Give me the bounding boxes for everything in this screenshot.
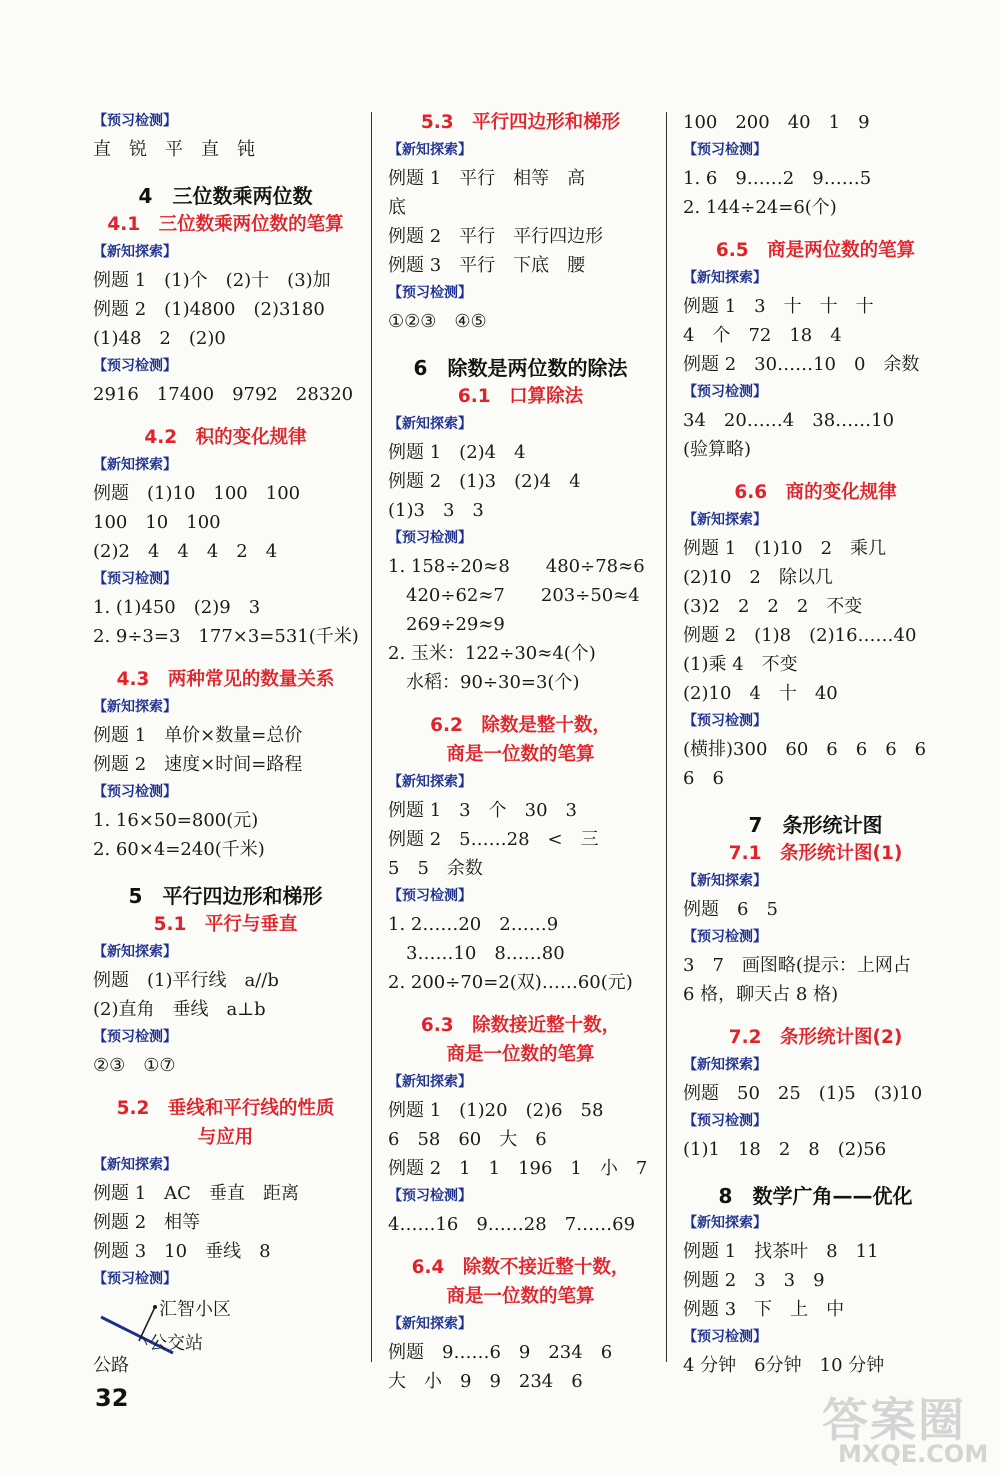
answer-line: 2. 玉米：122÷30≈4(个): [388, 643, 596, 664]
answer-line: 1. 158÷20≈8 480÷78≈6: [388, 556, 645, 577]
answer-line: (2)10 4 十 40: [683, 683, 838, 704]
answer-line: 4……16 9……28 7……69: [388, 1214, 636, 1235]
subsection-heading: 5.3 平行四边形和梯形: [420, 112, 621, 133]
explore-label: 【新知探索】: [388, 1074, 472, 1090]
explore-label: 【新知探索】: [683, 1057, 767, 1073]
answer-line: 4 个 72 18 4: [683, 325, 842, 346]
column-2: [388, 108, 653, 1396]
subsection-heading: 4.1 三位数乘两位数的笔算: [107, 214, 344, 235]
answer-line: 例题 1 3 个 30 3: [388, 800, 577, 821]
answer-line: (2)10 2 除以几: [683, 567, 833, 588]
answer-line: 例题 (1)平行线 a//b: [93, 970, 279, 991]
subsection-heading: 5.2 垂线和平行线的性质: [116, 1098, 335, 1119]
answer-line: 例题 1 (1)20 (2)6 58: [388, 1100, 604, 1121]
section-heading: 4 三位数乘两位数: [138, 184, 313, 208]
subsection-heading: 商是一位数的笔算: [446, 1044, 595, 1065]
answer-line: (1)乘 4 不变: [683, 654, 798, 675]
explore-label: 【新知探索】: [388, 416, 472, 432]
answer-line: 例题 2 相等: [93, 1212, 201, 1233]
preview-label: 【预习检测】: [388, 888, 472, 904]
answer-line: 例题 2 (1)8 (2)16……40: [683, 625, 917, 646]
answer-line: 例题 1 平行 相等 高: [388, 168, 586, 189]
subsection-heading: 7.1 条形统计图(1): [728, 843, 903, 864]
answer-line: 1. 2……20 2……9: [388, 914, 559, 935]
preview-label: 【预习检测】: [388, 1188, 472, 1204]
answer-line: 2916 17400 9792 28320: [93, 384, 354, 405]
answer-line: 2. 200÷70=2(双)……60(元): [388, 972, 633, 993]
answer-line: 4 分钟 6分钟 10 分钟: [683, 1355, 885, 1376]
answer-line: 420÷62≈7 203÷50≈4: [388, 585, 640, 606]
answer-line: (2)2 4 4 4 2 4: [93, 541, 278, 562]
diagram-label-bus-stop: 公交站: [149, 1333, 203, 1354]
diagram-label-road: 公路: [93, 1355, 129, 1376]
answer-line: 1. 6 9……2 9……5: [683, 168, 872, 189]
explore-label: 【新知探索】: [683, 270, 767, 286]
answer-line: 6 格，聊天占 8 格): [683, 984, 839, 1005]
answer-line: 底: [388, 197, 406, 218]
subsection-heading: 6.4 除数不接近整十数，: [411, 1257, 630, 1278]
answer-line: 例题 50 25 (1)5 (3)10: [683, 1083, 923, 1104]
answer-line: 例题 2 30……10 0 余数: [683, 354, 920, 375]
answer-line: 1. 16×50=800(元): [93, 810, 259, 831]
answer-line: 2. 60×4=240(千米): [93, 839, 265, 860]
subsection-heading: 6.2 除数是整十数，: [430, 715, 611, 736]
preview-label: 【预习检测】: [93, 113, 177, 129]
preview-label: 【预习检测】: [388, 285, 472, 301]
answer-line: 例题 1 3 十 十 十: [683, 296, 874, 317]
answer-line: 100 200 40 1 9: [683, 112, 870, 133]
answer-line: 100 10 100: [93, 512, 221, 533]
preview-label: 【预习检测】: [683, 384, 767, 400]
answer-line: (1)3 3 3: [388, 500, 484, 521]
answer-line: (3)2 2 2 2 不变: [683, 596, 863, 617]
column-divider: [666, 112, 667, 1362]
preview-label: 【预习检测】: [388, 530, 472, 546]
explore-label: 【新知探索】: [683, 873, 767, 889]
answer-line: 例题 (1)10 100 100: [93, 483, 301, 504]
answer-line: 大 小 9 9 234 6: [388, 1371, 583, 1392]
answer-line: 例题 1 AC 垂直 距离: [93, 1183, 299, 1204]
subsection-heading: 4.3 两种常见的数量关系: [116, 669, 335, 690]
subsection-heading: 7.2 条形统计图(2): [728, 1027, 903, 1048]
subsection-heading: 6.5 商是两位数的笔算: [715, 240, 916, 261]
subsection-heading: 4.2 积的变化规律: [144, 427, 307, 448]
answer-line: 3……10 8……80: [388, 943, 565, 964]
subsection-heading: 商是一位数的笔算: [446, 744, 595, 765]
subsection-heading: 与应用: [197, 1127, 254, 1148]
answer-line: (验算略): [683, 439, 752, 460]
answer-line: 水稻：90÷30=3(个): [388, 672, 580, 693]
explore-label: 【新知探索】: [388, 1316, 472, 1332]
answer-line: ①②③ ④⑤: [388, 311, 487, 332]
answer-line: 直 锐 平 直 钝: [93, 139, 255, 160]
preview-label: 【预习检测】: [683, 1113, 767, 1129]
answer-line: (2)直角 垂线 a⊥b: [93, 999, 266, 1020]
answer-line: 3 7 画图略(提示：上网占: [683, 955, 911, 976]
preview-label: 【预习检测】: [93, 358, 177, 374]
answer-line: 例题 2 5……28 < 三: [388, 829, 599, 850]
subsection-heading: 商是一位数的笔算: [446, 1286, 595, 1307]
preview-label: 【预习检测】: [93, 571, 177, 587]
answer-line: 例题 2 平行 平行四边形: [388, 226, 604, 247]
preview-label: 【预习检测】: [683, 929, 767, 945]
explore-label: 【新知探索】: [683, 512, 767, 528]
explore-label: 【新知探索】: [388, 774, 472, 790]
answer-line: 例题 2 (1)4800 (2)3180: [93, 299, 325, 320]
answer-line: 例题 3 下 上 中: [683, 1299, 845, 1320]
preview-label: 【预习检测】: [683, 1329, 767, 1345]
subsection-heading: 6.6 商的变化规律: [734, 482, 897, 503]
answer-line: 34 20……4 38……10: [683, 410, 895, 431]
community-point: [153, 1305, 157, 1309]
answer-line: 2. 144÷24=6(个): [683, 197, 837, 218]
answer-line: ②③ ①⑦: [93, 1055, 176, 1076]
page-number: 32: [95, 1384, 129, 1412]
preview-label: 【预习检测】: [93, 1029, 177, 1045]
answer-line: 例题 1 单价×数量=总价: [93, 725, 303, 746]
answer-line: 6 6: [683, 768, 724, 789]
section-heading: 5 平行四边形和梯形: [128, 884, 323, 908]
explore-label: 【新知探索】: [93, 944, 177, 960]
watermark-url: MXQE.COM: [838, 1440, 989, 1468]
subsection-heading: 6.3 除数接近整十数，: [420, 1015, 621, 1036]
answer-line: 例题 2 3 3 9: [683, 1270, 825, 1291]
answer-line: (1)1 18 2 8 (2)56: [683, 1139, 887, 1160]
explore-label: 【新知探索】: [93, 699, 177, 715]
answer-line: 例题 3 10 垂线 8: [93, 1241, 271, 1262]
section-heading: 6 除数是两位数的除法: [413, 356, 628, 380]
explore-label: 【新知探索】: [388, 142, 472, 158]
answer-line: 例题 2 速度×时间=路程: [93, 754, 303, 775]
answer-line: 例题 1 (2)4 4: [388, 442, 526, 463]
answer-line: 269÷29≈9: [388, 614, 505, 635]
column-1: [93, 108, 358, 1381]
section-heading: 7 条形统计图: [748, 813, 883, 837]
explore-label: 【新知探索】: [93, 1157, 177, 1173]
answer-line: 例题 3 平行 下底 腰: [388, 255, 586, 276]
answer-line: 例题 2 1 1 196 1 小 7: [388, 1158, 648, 1179]
column-3: [683, 108, 948, 1380]
preview-label: 【预习检测】: [93, 1271, 177, 1287]
answer-line: 例题 1 (1)10 2 乘几: [683, 538, 887, 559]
answer-line: 6 58 60 大 6: [388, 1129, 547, 1150]
column-divider: [371, 112, 372, 1362]
answer-line: (1)48 2 (2)0: [93, 328, 226, 349]
answer-line: 5 5 余数: [388, 858, 483, 879]
answer-line: 例题 9……6 9 234 6: [388, 1342, 613, 1363]
road-diagram: [93, 1295, 358, 1381]
answer-line: 例题 1 (1)个 (2)十 (3)加: [93, 270, 331, 291]
section-heading: 8 数学广角——优化: [718, 1184, 913, 1208]
preview-label: 【预习检测】: [683, 142, 767, 158]
watermark-logo: 答案圈: [822, 1393, 966, 1447]
subsection-heading: 5.1 平行与垂直: [153, 914, 298, 935]
subsection-heading: 6.1 口算除法: [457, 386, 584, 407]
answer-line: 例题 1 找茶叶 8 11: [683, 1241, 879, 1262]
answer-line: 2. 9÷3=3 177×3=531(千米): [93, 626, 359, 647]
explore-label: 【新知探索】: [93, 457, 177, 473]
answer-line: 例题 2 (1)3 (2)4 4: [388, 471, 581, 492]
answer-line: (横排)300 60 6 6 6 6: [683, 739, 927, 760]
answer-line: 1. (1)450 (2)9 3: [93, 597, 261, 618]
explore-label: 【新知探索】: [93, 244, 177, 260]
preview-label: 【预习检测】: [683, 713, 767, 729]
answer-line: 例题 6 5: [683, 899, 778, 920]
preview-label: 【预习检测】: [93, 784, 177, 800]
explore-label: 【新知探索】: [683, 1215, 767, 1231]
diagram-label-community: 汇智小区: [159, 1299, 231, 1320]
